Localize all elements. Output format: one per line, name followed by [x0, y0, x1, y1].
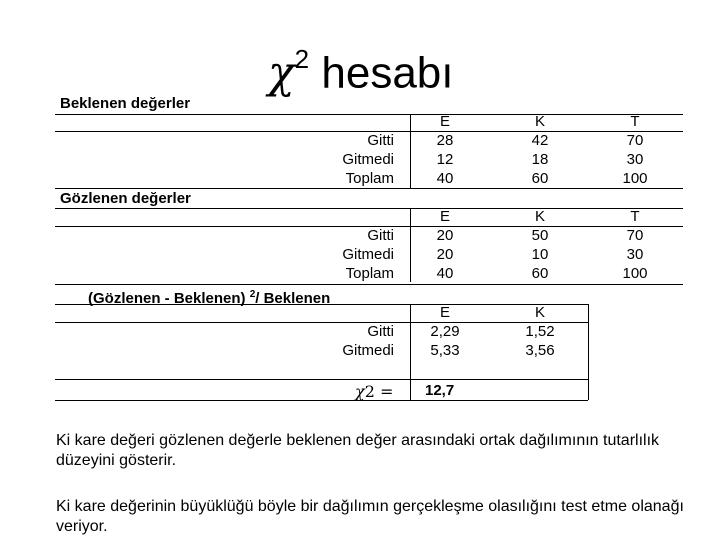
column-divider: [410, 304, 411, 400]
chi-square-value: 12,7: [425, 382, 455, 399]
chi-symbol: χ: [355, 382, 365, 401]
row-label: Toplam: [345, 170, 394, 187]
contribution-heading-part: (Gözlenen - Beklenen): [88, 290, 246, 307]
table-cell: 5,33: [430, 342, 460, 359]
column-header-k: K: [534, 304, 545, 321]
divider: [55, 284, 683, 285]
column-header-k: K: [534, 113, 545, 130]
row-label: Gitti: [367, 132, 394, 149]
column-divider: [410, 114, 411, 188]
column-header-e: E: [439, 208, 450, 225]
contribution-heading-superscript: 2: [249, 289, 256, 300]
divider: [55, 400, 588, 401]
table-cell: 20: [436, 246, 454, 263]
table-cell: 42: [531, 132, 549, 149]
chi-square-suffix: 2 =: [364, 382, 394, 401]
table-cell: 12: [436, 151, 454, 168]
table-cell: 50: [531, 227, 549, 244]
divider: [55, 379, 588, 380]
divider: [55, 208, 683, 209]
chi-symbol: χ: [268, 47, 295, 99]
observed-heading: Gözlenen değerler: [60, 190, 191, 207]
divider: [55, 114, 683, 115]
column-divider: [588, 304, 589, 400]
table-cell: 40: [436, 265, 454, 282]
expected-heading: Beklenen değerler: [60, 95, 191, 112]
table-cell: 30: [626, 246, 644, 263]
explanation-paragraph: Ki kare değerinin büyüklüğü böyle bir dağılımın gerçekleşme olasılığını test etme olanağı veriyor.: [56, 498, 684, 535]
row-label: Gitmedi: [342, 246, 394, 263]
slide-title: [268, 38, 453, 99]
column-header-k: K: [534, 208, 545, 225]
row-label: Gitmedi: [342, 151, 394, 168]
table-cell: 3,56: [525, 342, 555, 359]
chi-square-label: [355, 382, 393, 401]
explanation-paragraph: Ki kare değeri gözlenen değerle beklenen değer arasındaki ortak dağılımının tutarlılık düzeyini gösterir.: [56, 432, 660, 469]
divider: [55, 188, 683, 189]
column-header-e: E: [439, 113, 450, 130]
column-header-t: T: [630, 113, 640, 130]
row-label: Gitmedi: [342, 342, 394, 359]
row-label: Gitti: [367, 227, 394, 244]
table-cell: 2,29: [430, 323, 460, 340]
table-cell: 10: [531, 246, 549, 263]
title-text: hesabı: [321, 48, 454, 98]
column-header-t: T: [630, 208, 640, 225]
table-cell: 20: [436, 227, 454, 244]
title-superscript: 2: [294, 44, 310, 74]
table-cell: 1,52: [525, 323, 555, 340]
table-cell: 100: [622, 170, 648, 187]
table-cell: 60: [531, 265, 549, 282]
row-label: Gitti: [367, 323, 394, 340]
table-cell: 60: [531, 170, 549, 187]
table-cell: 70: [626, 227, 644, 244]
table-cell: 30: [626, 151, 644, 168]
contribution-heading-part: / Beklenen: [255, 290, 331, 307]
table-cell: 18: [531, 151, 549, 168]
table-cell: 70: [626, 132, 644, 149]
column-divider: [410, 208, 411, 282]
divider: [55, 304, 588, 305]
table-cell: 28: [436, 132, 454, 149]
row-label: Toplam: [345, 265, 394, 282]
column-header-e: E: [439, 304, 450, 321]
table-cell: 100: [622, 265, 648, 282]
table-cell: 40: [436, 170, 454, 187]
